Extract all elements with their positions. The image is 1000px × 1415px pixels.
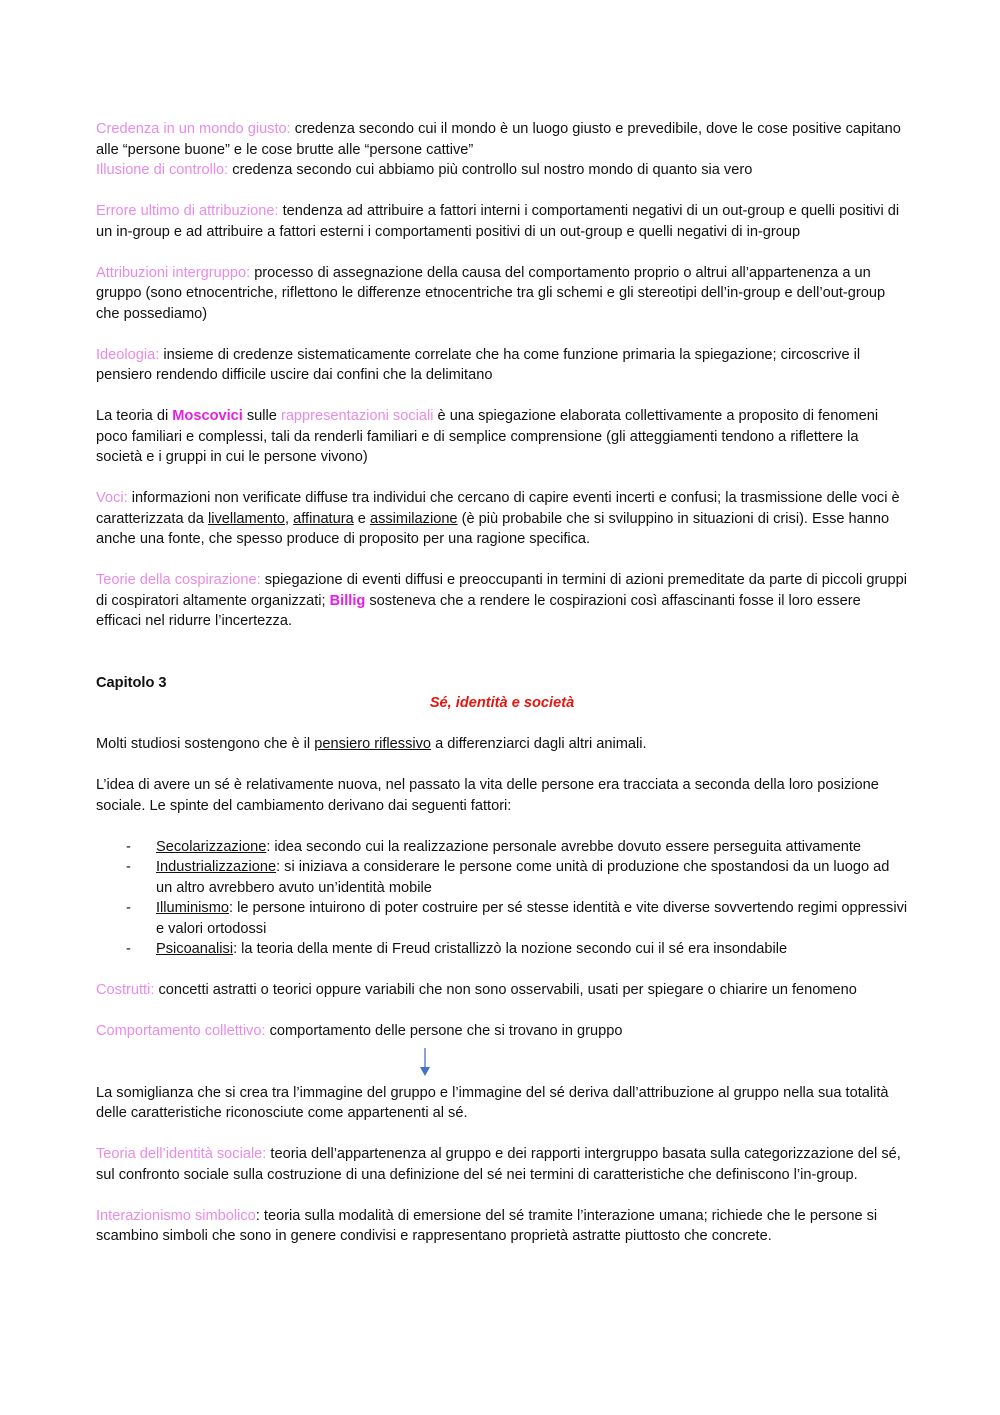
list-item-text: : idea secondo cui la realizzazione personale avrebbe dovuto essere perseguita attivamente <box>266 838 861 855</box>
paragraph-illusione-controllo <box>96 160 908 181</box>
paragraph-costrutti <box>96 980 908 1001</box>
text-fragment: La teoria di <box>96 408 173 424</box>
definition-text: informazioni non verificate diffuse tra individui che cercano di capire eventi incerti e confusi; la trasmissione delle voci è caratterizzata da <box>96 490 900 527</box>
paragraph-interazionismo <box>96 1206 908 1247</box>
paragraph-identita-sociale <box>96 1144 908 1185</box>
definition-text: tendenza ad attribuire a fattori interni i comportamenti negativi di un out-group e quelli positivi di un in-group e ad attribuire a fattori esterni i comportamenti positivi di un out-group e quelli negativi di in-group <box>96 203 900 240</box>
definition-text: teoria dell’appartenenza al gruppo e dei rapporti intergruppo basata sulla categorizzazione del sé, sul confronto sociale sulla costruzione di una definizione del sé nei termini di caratteristiche che definiscono l’in-group. <box>96 1146 901 1183</box>
paragraph-credenza-mondo-giusto <box>96 119 908 160</box>
term-illusione-controllo: Illusione di controllo: <box>96 162 229 178</box>
term-teorie-cospirazione: Teorie della cospirazione: <box>96 572 261 588</box>
separator: , <box>285 510 294 527</box>
paragraph-moscovici <box>96 406 908 468</box>
paragraph-comportamento-collettivo <box>96 1021 908 1042</box>
list-item <box>96 837 908 858</box>
text-fragment: sulle <box>242 408 281 424</box>
term-costrutti: Costrutti: <box>96 982 155 998</box>
paragraph-pensiero-riflessivo <box>96 734 908 755</box>
term-ideologia: Ideologia: <box>96 346 160 363</box>
definition-text: spiegazione di eventi diffusi e preoccupanti in termini di azioni premeditate da parte di piccoli gruppi di cospiratori altamente organizzati; <box>96 572 907 609</box>
underlined-assimilazione: assimilazione <box>369 510 458 527</box>
paragraph-errore-ultimo <box>96 201 908 242</box>
chapter-title: Sé, identità e società <box>429 695 575 711</box>
paragraph-somiglianza: La somiglianza che si crea tra l’immagine del gruppo e l’immagine del sé deriva dall’attribuzione al gruppo nella sua totalità delle caratteristiche riconosciute come appartenenti al sé. <box>96 1084 889 1121</box>
paragraph-ideologia <box>96 345 908 386</box>
term-voci: Voci: <box>96 490 128 506</box>
author-moscovici: Moscovici <box>172 408 243 424</box>
arrow-row <box>96 1042 908 1083</box>
definition-text: credenza secondo cui il mondo è un luogo giusto e prevedibile, dove le cose positive capitano alle “persone buone” e le cose brutte alle “persone cattive” <box>96 121 901 158</box>
underlined-secolarizzazione: Secolarizzazione <box>156 838 267 855</box>
factors-list <box>96 837 908 960</box>
list-item <box>96 857 908 898</box>
definition-text: concetti astratti o teorici oppure variabili che non sono osservabili, usati per spiegare o chiarire un fenomeno <box>154 982 857 998</box>
bullet-dash: - <box>126 838 131 855</box>
paragraph-idea-se: L’idea di avere un sé è relativamente nuova, nel passato la vita delle persone era tracciata a seconda della loro posizione sociale. Le spinte del cambiamento derivano dai seguenti fattori: <box>96 777 879 814</box>
bullet-dash: - <box>126 859 131 875</box>
term-teoria-identita-sociale: Teoria dell’identità sociale: <box>96 1146 267 1162</box>
paragraph-voci <box>96 488 908 550</box>
underlined-livellamento: livellamento <box>207 510 286 527</box>
chapter-label: Capitolo 3 <box>96 674 167 691</box>
term-credenza-mondo-giusto: Credenza in un mondo giusto: <box>96 121 291 137</box>
definition-text: (è più probabile che si sviluppino in situazioni di crisi). Esse hanno anche una fonte, che spesso produce di proposito per una ragione specifica. <box>96 510 890 547</box>
underlined-psicoanalisi: Psicoanalisi <box>156 941 234 957</box>
bullet-dash: - <box>126 900 131 916</box>
definition-text: comportamento delle persone che si trovano in gruppo <box>265 1023 623 1039</box>
list-item <box>96 939 908 960</box>
list-item <box>96 898 908 939</box>
definition-text: insieme di credenze sistematicamente correlate che ha come funzione primaria la spiegazione; circoscrive il pensiero rendendo difficile uscire dai confini che la delimitano <box>96 346 861 383</box>
definition-text: : teoria sulla modalità di emersione del sé tramite l’interazione umana; richiede che le persone si scambino simboli che sono in genere condivisi e rappresentano proprietà astratte piuttosto che concrete. <box>96 1207 878 1244</box>
list-item-text: : la teoria della mente di Freud cristallizzò la nozione secondo cui il sé era insondabile <box>233 941 788 957</box>
text-fragment: a differenziarci dagli altri animali. <box>431 736 647 752</box>
text-fragment: Molti studiosi sostengono che è il <box>96 736 315 752</box>
underlined-illuminismo: Illuminismo <box>156 900 229 916</box>
underlined-industrializzazione: Industrializzazione <box>156 859 277 875</box>
bullet-dash: - <box>126 941 131 957</box>
definition-text: è una spiegazione elaborata collettivamente a proposito di fenomeni poco familiari e complessi, tali da renderli familiari e di semplice comprensione (gli atteggiamenti tendono a riflettere la società e i gruppi in cui le persone vivono) <box>96 408 879 465</box>
list-item-text: : si iniziava a considerare le persone come unità di produzione che spostandosi da un luogo ad un altro avrebbero avuto un’identità mobile <box>156 859 890 896</box>
definition-text: credenza secondo cui abbiamo più controllo sul nostro mondo di quanto sia vero <box>228 162 753 178</box>
definition-text: processo di assegnazione della causa del comportamento proprio o altrui all’appartenenza a un gruppo (sono etnocentriche, riflettono le differenze etnocentriche tra gli schemi e gli stereotipi dell’in-group e dell’out-group che possediamo) <box>96 264 886 322</box>
separator: e <box>353 510 370 527</box>
author-billig: Billig <box>329 592 366 609</box>
paragraph-cospirazione <box>96 570 908 632</box>
document-page <box>96 119 908 1247</box>
list-item-text: : le persone intuirono di poter costruire per sé stesse identità e vite diverse sovvertendo regimi oppressivi e valori ortodossi <box>156 900 908 937</box>
term-rappresentazioni-sociali: rappresentazioni sociali <box>280 408 434 424</box>
term-errore-ultimo: Errore ultimo di attribuzione: <box>96 203 279 219</box>
arrow-down-icon <box>416 1042 436 1082</box>
term-comportamento-collettivo: Comportamento collettivo: <box>96 1023 266 1039</box>
definition-text: sosteneva che a rendere le cospirazioni così affascinanti fosse il loro essere efficaci nel ridurre l’incertezza. <box>96 592 861 629</box>
term-attribuzioni-intergruppo: Attribuzioni intergruppo: <box>96 264 251 281</box>
paragraph-attribuzioni-intergruppo <box>96 263 908 325</box>
term-interazionismo-simbolico: Interazionismo simbolico <box>96 1207 256 1224</box>
underlined-pensiero-riflessivo: pensiero riflessivo <box>314 736 432 752</box>
underlined-affinatura: affinatura <box>293 510 354 527</box>
